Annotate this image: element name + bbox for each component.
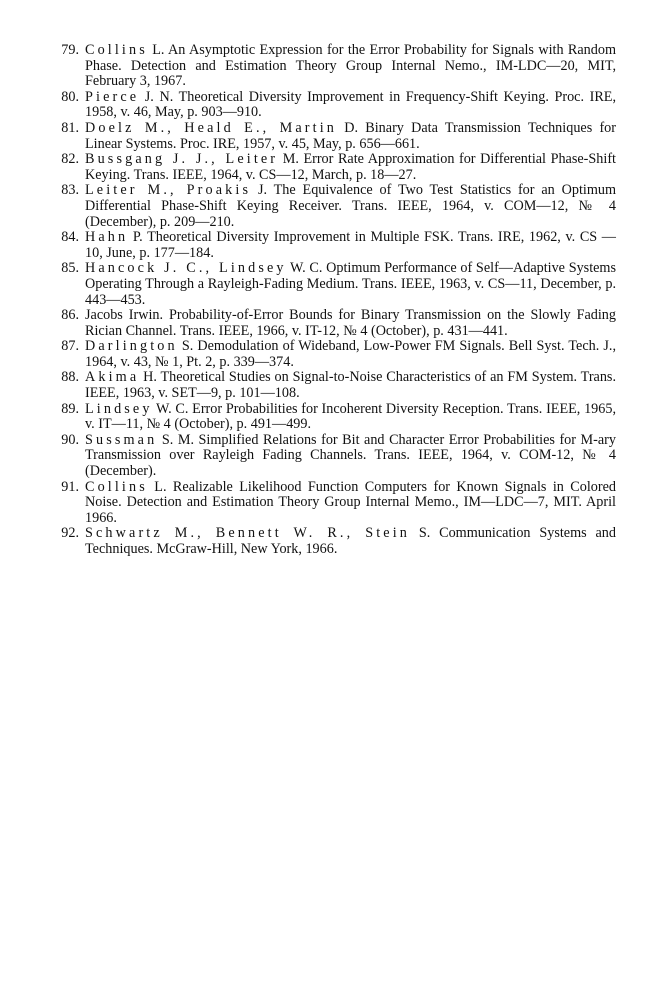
reference-author: Sussman [85,431,158,448]
reference-number: 84. [61,229,79,246]
reference-body [85,121,616,152]
reference-body [85,230,616,261]
reference-item [50,339,616,370]
reference-author: Collins [85,42,148,58]
reference-item [50,261,616,308]
reference-number: 81. [61,119,79,136]
reference-item [50,308,616,339]
reference-text: L. Realizable Likelihood Function Computers for Known Signals in Colored Noise. Detection and Estimation Theory Group Internal Memo., IM—LDC—7, MIT. April 1966. [85,478,616,526]
reference-item [50,121,616,152]
reference-author: Hancock J. C., Lindsey [85,260,287,277]
reference-body [85,152,616,183]
reference-body [85,339,616,370]
reference-number: 83. [61,182,79,199]
reference-item [50,480,616,527]
reference-list [50,43,616,558]
reference-item [50,43,616,90]
reference-number: 79. [61,42,79,58]
reference-item [50,402,616,433]
reference-text: J. The Equivalence of Two Test Statistics for an Optimum Differential Phase-Shift Keying Receiver. Trans. IEEE, 1964, v. COM—12, № 4 (December), p. 209—210. [85,182,616,230]
reference-author: Schwartz M., Bennett W. R., Stein [85,525,410,542]
reference-body [85,433,616,480]
reference-item [50,370,616,401]
reference-text: W. C. Error Probabilities for Incoherent Diversity Reception. Trans. IEEE, 1965, v. IT—11, № 4 (October), p. 491—499. [85,400,616,433]
reference-number: 86. [61,307,79,324]
reference-author: Bussgang J. J., Leiter [85,151,279,168]
reference-text: H. Theoretical Studies on Signal-to-Noise Characteristics of an FM System. Trans. IEEE, 1963, v. SET—9, p. 101—108. [85,369,616,402]
reference-author: Pierce [85,88,140,105]
reference-number: 88. [61,369,79,386]
reference-body [85,370,616,401]
reference-text: S. Communication Systems and Techniques. McGraw-Hill, New York, 1966. [85,525,616,557]
reference-text: L. An Asymptotic Expression for the Error Probability for Signals with Random Phase. Detection and Estimation Theory Group Internal Nemo., IM-LDC—20, MIT, February 3, 1967. [85,42,616,90]
reference-item [50,433,616,480]
reference-text: Jacobs Irwin. Probability-of-Error Bounds for Binary Transmission on the Slowly Fading Rician Channel. Trans. IEEE, 1966, v. IT-12, № 4 (October), p. 431—441. [85,307,616,339]
reference-body [85,90,616,121]
reference-author: Hahn [85,229,129,246]
reference-text: W. C. Optimum Performance of Self—Adaptive Systems Operating Through a Rayleigh-Fading Medium. Trans. IEEE, 1963, v. CS—11, December, p. 443—453. [85,260,616,308]
reference-text: D. Binary Data Transmission Techniques for Linear Systems. Proc. IRE, 1957, v. 45, May, p. 656—661. [85,119,617,152]
reference-item [50,183,616,230]
reference-text: M. Error Rate Approximation for Differential Phase-Shift Keying. Trans. IEEE, 1964, v. CS—12, March, p. 18—27. [85,151,616,183]
reference-body [85,261,616,308]
reference-number: 92. [61,525,79,542]
reference-text: J. N. Theoretical Diversity Improvement in Frequency-Shift Keying. Proc. IRE, 1958, v. 46, May, p. 903—910. [85,88,616,121]
reference-author: Darlington [85,338,178,355]
reference-text: S. Demodulation of Wideband, Low-Power FM Signals. Bell Syst. Tech. J., 1964, v. 43, № 1, Pt. 2, p. 339—374. [85,338,616,370]
reference-number: 82. [61,151,79,168]
reference-number: 89. [61,400,79,417]
reference-number: 85. [61,260,79,277]
reference-text: S. M. Simplified Relations for Bit and Character Error Probabilities for M-ary Transmission over Rayleigh Fading Channels. Trans. IEEE, 1964, v. COM-12, № 4 (December). [85,431,616,480]
reference-item [50,230,616,261]
reference-author: Lindsey [85,400,153,417]
reference-number: 87. [61,338,79,355]
reference-number: 91. [61,478,79,495]
reference-author: Leiter M., Proakis [85,182,252,199]
reference-item [50,90,616,121]
reference-author: Doelz M., Heald E., Martin [85,119,338,136]
reference-text: P. Theoretical Diversity Improvement in Multiple FSK. Trans. IRE, 1962, v. CS — 10, June, p. 177—184. [85,229,616,261]
reference-number: 80. [61,88,79,105]
reference-body [85,526,616,557]
reference-author: Collins [85,478,148,495]
reference-number: 90. [61,431,79,448]
reference-body [85,480,616,527]
reference-body [85,183,616,230]
reference-body [85,308,616,339]
reference-item [50,152,616,183]
reference-body [85,402,616,433]
reference-item [50,526,616,557]
reference-body [85,43,616,90]
reference-author: Akima [85,369,140,386]
